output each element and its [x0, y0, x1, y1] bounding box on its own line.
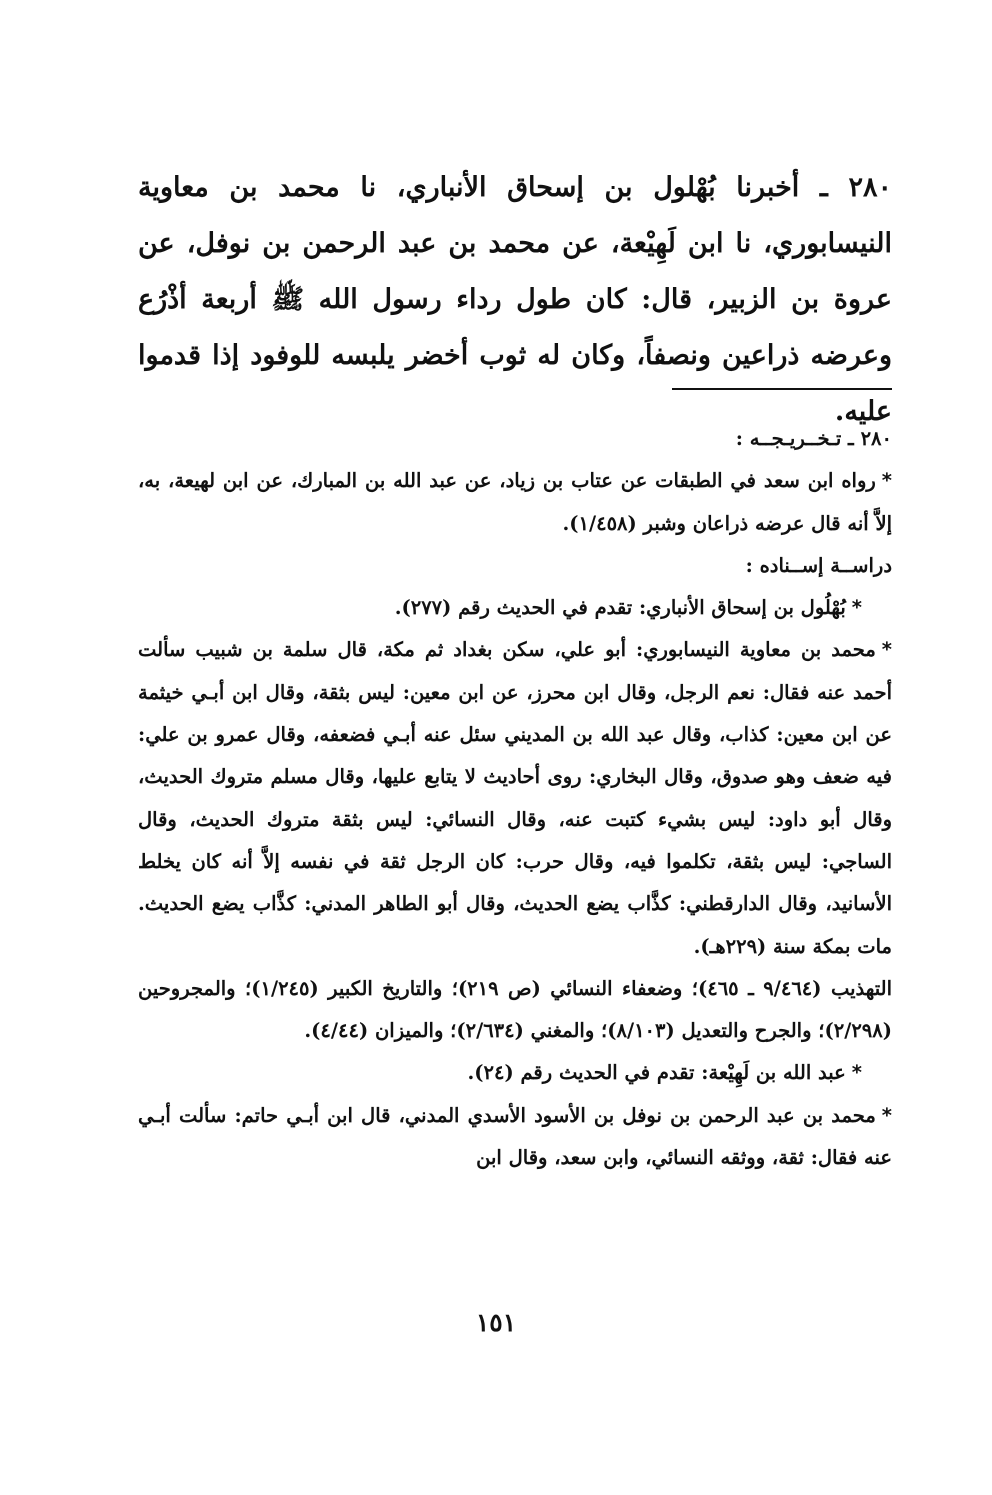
narrator-note-muhammad-ibn-abd-al-rahman: [138, 1095, 892, 1180]
takhrij-paragraph: [138, 460, 892, 545]
references-paragraph: التهذيب (٩/٤٦٤ ـ ٤٦٥)؛ وضعفاء النسائي (ص ٢١٩)؛ والتاريخ الكبير (١/٢٤٥)؛ والمجروحين (٢/٢٩٨)؛ والجرح والتعديل (٨/١٠٣)؛ والمغني (٢/٦٣٤)؛ والميزان (٤/٤٤).: [138, 976, 892, 1043]
takhrij-text: رواه ابن سعد في الطبقات عن عتاب بن زياد، عن عبد الله بن المبارك، عن ابن لهيعة، به، إلاَّ أنه قال عرضه ذراعان وشبر (١/٤٥٨).: [138, 469, 892, 535]
takhrij-heading: ٢٨٠ ـ تـخــريـجــه :: [735, 427, 892, 450]
narrator-note-text: عبد الله بن لَهِيْعة: تقدم في الحديث رقم (٢٤).: [467, 1061, 846, 1085]
footnote-divider: [672, 388, 892, 390]
hadith-main-text: ٢٨٠ ـ أخبرنا بُهْلول بن إسحاق الأنباري، نا محمد بن معاوية النيسابوري، نا ابن لَهِيْعة، عن محمد بن عبد الرحمن بن نوفل، عن عروة بن الزبير، قال: كان طول رداء رسول الله ﷺ أربعة أذْرُع وعرضه ذراعين ونصفاً، وكان له ثوب أخضر يلبسه للوفود إذا قدموا عليه.: [138, 172, 892, 427]
bullet-star: *: [881, 469, 892, 493]
page-number: ١٥١: [475, 1308, 517, 1337]
narrator-note-text: محمد بن عبد الرحمن بن نوفل بن الأسود الأسدي المدني، قال ابن أبـي حاتم: سألت أبـي عنه فقال: ثقة، ووثقه النسائي، وابن سعد، وقال ابن: [138, 1103, 892, 1170]
bullet-star: *: [881, 1103, 892, 1127]
narrator-note-bahlul: [138, 587, 892, 629]
isnad-heading: دراســة إســناده :: [745, 553, 892, 577]
narrator-note-text: بُهْلُول بن إسحاق الأنباري: تقدم في الحديث رقم (٢٧٧).: [394, 596, 846, 620]
narrator-note-ibn-lahia: [138, 1052, 892, 1094]
bullet-star: *: [851, 1061, 862, 1085]
narrator-note-muhammad-ibn-muawiya: [138, 629, 892, 967]
bullet-star: *: [851, 596, 862, 620]
bullet-star: *: [881, 638, 892, 662]
narrator-note-text: محمد بن معاوية النيسابوري: أبو علي، سكن بغداد ثم مكة، قال سلمة بن شبيب سألت أحمد عنه فقال: نعم الرجل، وقال ابن محرز، عن ابن معين: ليس بثقة، وقال ابن أبـي خيثمة عن ابن معين: كذاب، وقال عبد الله بن المديني سئل عنه أبـي فضعفه، وقال عمرو بن علي: فيه ضعف وهو صدوق، وقال البخاري: روى أحاديث لا يتابع عليها، وقال مسلم متروك الحديث، وقال أبو داود: ليس بشيء كتبت عنه، وقال النسائي: ليس بثقة متروك الحديث، وقال الساجي: ليس بثقة، تكلموا فيه، وقال حرب: كان الرجل ثقة في نفسه إلاَّ أنه كان يخلط الأسانيد، وقال الدارقطني: كذَّاب يضع الحديث، وقال أبو الطاهر المدني: كذَّاب يضع الحديث. مات بمكة سنة (٢٢٩هـ).: [138, 638, 893, 958]
footnotes-section: [138, 418, 892, 1179]
